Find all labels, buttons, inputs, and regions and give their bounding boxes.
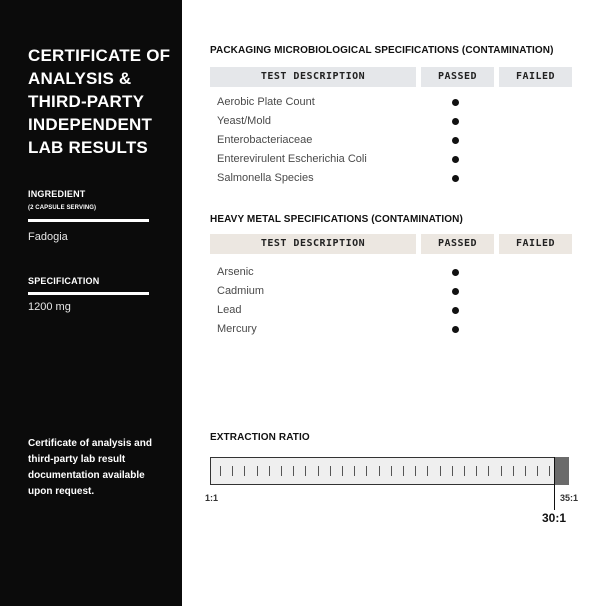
- scale-tick: [501, 466, 502, 476]
- scale-tick: [232, 466, 233, 476]
- ingredient-serving-note: (2 CAPSULE SERVING): [28, 205, 97, 211]
- scale-tick: [269, 466, 270, 476]
- passed-dot-icon: [452, 307, 459, 314]
- scale-tick: [391, 466, 392, 476]
- scale-tick: [257, 466, 258, 476]
- metals-header-description: TEST DESCRIPTION: [210, 234, 416, 254]
- passed-dot-icon: [452, 118, 459, 125]
- scale-tick: [342, 466, 343, 476]
- scale-tick: [318, 466, 319, 476]
- scale-tick: [403, 466, 404, 476]
- micro-row-label: Enterobacteriaceae: [217, 134, 313, 146]
- scale-tick: [379, 466, 380, 476]
- micro-row-label: Salmonella Species: [217, 172, 314, 184]
- specification-divider: [28, 292, 149, 295]
- extraction-max-label: 35:1: [560, 493, 579, 503]
- metals-row-label: Arsenic: [217, 266, 254, 278]
- scale-tick: [281, 466, 282, 476]
- scale-tick: [452, 466, 453, 476]
- sidebar-panel: [0, 0, 182, 606]
- scale-tick: [293, 466, 294, 476]
- scale-tick: [464, 466, 465, 476]
- micro-header-failed: FAILED: [499, 67, 572, 87]
- scale-tick: [330, 466, 331, 476]
- metals-header-passed: PASSED: [421, 234, 494, 254]
- micro-row-label: Aerobic Plate Count: [217, 96, 315, 108]
- passed-dot-icon: [452, 99, 459, 106]
- scale-tick: [305, 466, 306, 476]
- passed-dot-icon: [452, 269, 459, 276]
- metals-row-label: Cadmium: [217, 285, 265, 297]
- scale-tick: [525, 466, 526, 476]
- metals-row-label: Lead: [217, 304, 242, 316]
- micro-header-description: TEST DESCRIPTION: [210, 67, 416, 87]
- micro-row-label: Enterevirulent Escherichia Coli: [217, 153, 367, 165]
- extraction-ratio-marker: [554, 457, 555, 510]
- specification-label: SPECIFICATION: [28, 276, 100, 286]
- scale-tick: [476, 466, 477, 476]
- scale-tick: [220, 466, 221, 476]
- ingredient-divider: [28, 219, 149, 222]
- extraction-ratio-bar-end: [555, 457, 569, 485]
- extraction-section-title: EXTRACTION RATIO: [210, 432, 310, 443]
- passed-dot-icon: [452, 175, 459, 182]
- scale-tick: [415, 466, 416, 476]
- passed-dot-icon: [452, 137, 459, 144]
- metals-row-label: Mercury: [217, 323, 257, 335]
- scale-tick: [549, 466, 550, 476]
- scale-tick: [244, 466, 245, 476]
- page-title: CERTIFICATE OF ANALYSIS & THIRD-PARTY INDEPENDENT LAB RESULTS: [28, 46, 171, 157]
- scale-tick: [427, 466, 428, 476]
- scale-tick: [354, 466, 355, 476]
- passed-dot-icon: [452, 326, 459, 333]
- metals-header-failed: FAILED: [499, 234, 572, 254]
- scale-tick: [537, 466, 538, 476]
- scale-tick: [513, 466, 514, 476]
- scale-tick: [366, 466, 367, 476]
- extraction-ratio-value: 30:1: [542, 511, 567, 525]
- scale-tick: [488, 466, 489, 476]
- micro-section-title: PACKAGING MICROBIOLOGICAL SPECIFICATIONS (CONTAMINATION): [210, 45, 554, 56]
- scale-tick: [440, 466, 441, 476]
- passed-dot-icon: [452, 156, 459, 163]
- micro-row-label: Yeast/Mold: [217, 115, 272, 127]
- ingredient-label: INGREDIENT: [28, 189, 86, 199]
- specification-value: 1200 mg: [28, 301, 71, 313]
- micro-header-passed: PASSED: [421, 67, 494, 87]
- ingredient-value: Fadogia: [28, 231, 68, 243]
- extraction-min-label: 1:1: [205, 493, 219, 503]
- extraction-ratio-bar: [210, 457, 555, 485]
- passed-dot-icon: [452, 288, 459, 295]
- availability-note: Certificate of analysis and third-party lab result documentation available upon request.: [28, 438, 152, 497]
- metals-section-title: HEAVY METAL SPECIFICATIONS (CONTAMINATION): [210, 214, 463, 225]
